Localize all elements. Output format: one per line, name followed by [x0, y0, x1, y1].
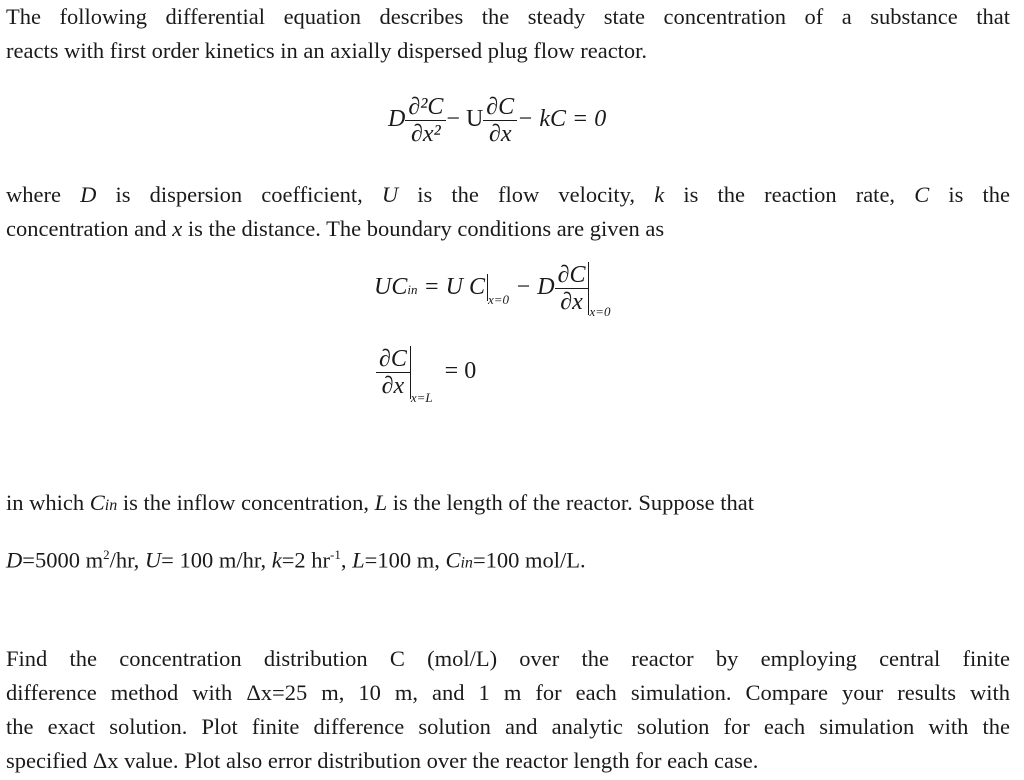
parameters-line: D=5000 $m^2/hr$, U= 100 m/hr, k=2 $hr^{-1}$, L=100 m, Cin=100 mol/L. — [6, 547, 586, 573]
bc1-derivative-fraction: $\frac{\partial C}{\partial x}$ — [555, 262, 590, 315]
definitions-line-2: concentration and x is the distance. The boundary conditions are given as — [6, 216, 665, 241]
intro-line-2: reacts with first order kinetics in an axially dispersed plug flow reactor. — [6, 38, 648, 63]
inflow-paragraph: in which Cin is the inflow concentration, L is the length of the reactor. Suppose that — [6, 490, 754, 515]
task-line-4: specified Δx value. Plot also error distribution over the reactor length for each case. — [6, 748, 759, 773]
eq-minus-u: − U — [446, 106, 484, 133]
task-paragraph — [6, 642, 1010, 778]
intro-line-1: The following differential equation describes the steady state concentration of a substance that — [6, 4, 1010, 29]
boundary-condition-inlet: UCin = U C $_{x=0}$ − D $\frac{\partial C}{\partial x}$ $_{x=0}$ — [374, 262, 611, 320]
second-derivative-fraction: $\frac{\text{∂²C}}{\text{∂x²}}$ — [405, 94, 446, 147]
definitions-paragraph — [6, 178, 1010, 246]
eq-coefficient-d: D — [388, 106, 406, 133]
bc2-derivative-fraction: $\frac{\partial C}{\partial x}$ — [376, 346, 411, 399]
intro-paragraph — [6, 0, 1010, 68]
definitions-line-1: where D is dispersion coefficient, U is the flow velocity, k is the reaction rate, C is the — [6, 182, 1010, 207]
task-line-3: the exact solution. Plot finite difference solution and analytic solution for each simulation with the — [6, 714, 1010, 739]
boundary-condition-outlet: $\frac{\partial C}{\partial x}$ $_{x=L}$ = 0 — [376, 346, 476, 406]
task-line-1: Find the concentration distribution C (mol/L) over the reactor by employing central finite — [6, 646, 1010, 671]
eq-tail: − kC = 0 — [517, 106, 607, 133]
differential-equation — [388, 94, 606, 147]
task-line-2: difference method with Δx=25 m, 10 m, and 1 m for each simulation. Compare your results with — [6, 680, 1010, 705]
first-derivative-fraction: $\frac{\partial C}{\partial x}$ — [483, 94, 517, 147]
